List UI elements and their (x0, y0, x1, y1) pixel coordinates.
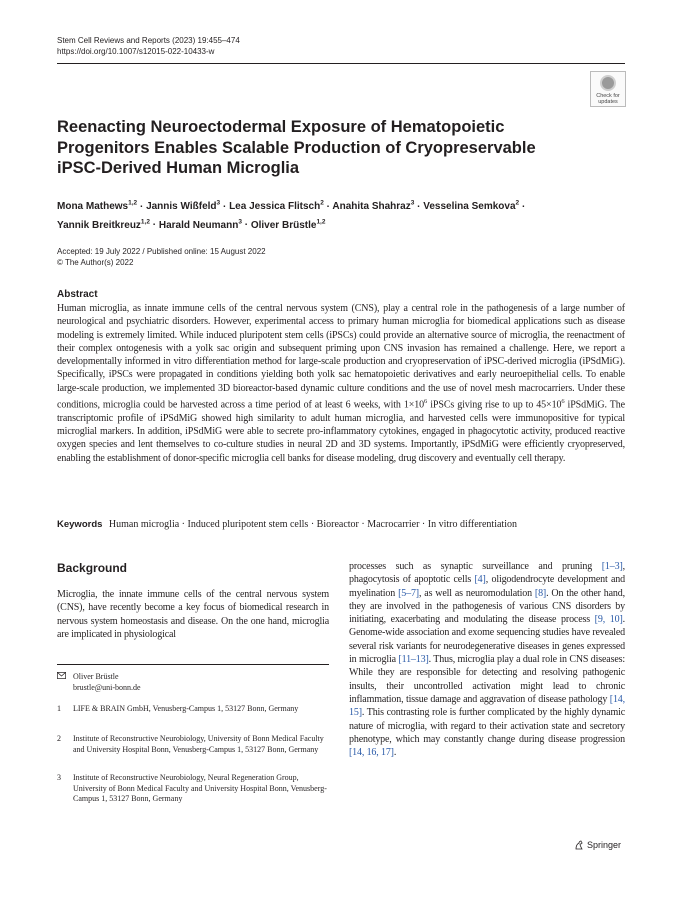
publisher-name: Springer (587, 840, 622, 850)
author[interactable]: Mona Mathews$^{1,2}$ (57, 200, 138, 213)
header-rule (57, 63, 625, 64)
citation-link[interactable]: [5–7] (398, 587, 419, 599)
article-title: Reenacting Neuroectodermal Exposure of Hematopoietic Progenitors Enables Scalable Production of Cryopreservable iPSC-Derived Human Microglia (57, 118, 536, 177)
affiliation-1: 1 LIFE & BRAIN GmbH, Venusberg-Campus 1, 53127 Bonn, Germany (57, 704, 299, 713)
author[interactable]: Lea Jessica Flitsch$^2$ (229, 200, 324, 213)
body-text-right: processes such as synaptic surveillance and pruning [1–3], phagocytosis of apoptotic cells [4], oligodendrocyte development and myelination [5–7], as well as neuromodulation [8]. On the other hand, they are involved in the pathogenesis of various CNS disorders by initiating, exacerbating and modulating the disease process [9, 10]. Genome-wide association and exome sequencing studies have revealed several risk variants for neurodegenerative diseases in genes expressed in microglia [11–13]. Thus, microglia play a dual role in CNS diseases: While they are responsible for detecting and resolving pathogenic insults, their uncontrolled activation might lead to chronic inflammation, tissue damage and aggravation of disease pathology [14, 15]. This contrasting role is further complicated by the highly dynamic nature of microglia, with regard to their activation state and secretory phenotype, which may constantly change during disease progression [14, 16, 17]. (349, 561, 625, 759)
check-for-updates-button[interactable]: Check for updates (590, 71, 626, 107)
citation-link[interactable]: [9, 10] (594, 614, 623, 626)
abstract-text: Human microglia, as innate immune cells of the central nervous system (CNS), play a central role in the pathogenesis of a large number of neurological and psychiatric disorders. However, experimental access to primary human microglia for biomedical applications such as disease modeling is extremely limited. While induced pluripotent stem cells (iPSCs) could provide an alternative source of microglia, the reenactment of their complex ontogenesis with a yolk sac origin and subsequent priming upon CNS invasion has remained a challenge. Here, we report a developmentally informed in vitro differentiation method for large-scale production and cryopreservation of iPSC-derived microglia (iPSdMiG). Specifically, iPSCs were propagated in conditions yielding both yolk sac hematopoietic derivatives and early neuroepithelial cells. To enable large-scale production, we implemented 3D bioreactor-based dynamic culture conditions and the use of novel mesh macrocarriers. Under these conditions, microglia could be harvested across a time period of at least 6 weeks, with $1\times 10^6$ iPSCs giving rise to up to $45\times 10^6$ iPSdMiG. The transcriptomic profile of iPSdMiG showed high similarity to adult human microglia, and harvested cells were immunopositive for typical microglial markers. In addition, iPSdMiG were able to secrete pro-inflammatory cytokines, engaged in phagocytotic activity, produced reactive oxygen species and lent themselves to co-culture studies in neural 2D and 3D systems. Importantly, iPSdMiG were efficiently cryopreserved, enabling the establishment of donor-specific microglia cell banks for disease modeling, drug discovery and eventually cell therapy. (57, 303, 625, 464)
author[interactable]: Jannis Wißfeld$^3$ (146, 200, 221, 213)
author[interactable]: Yannik Breitkreuz$^{1,2}$ (57, 218, 150, 231)
affiliation-2: 2 Institute of Reconstructive Neurobiology, University of Bonn Medical Faculty and University Hospital Bonn, Venusberg-Campus 1, 53127 Bonn, Germany (57, 734, 324, 754)
publisher-logo (574, 840, 621, 851)
body-text-left: Microglia, the innate immune cells of the central nervous system (CNS), have recently become a key focus of biomedical research in nervous system homeostasis and disease. On the one hand, microglia are implicated in physiological (57, 589, 329, 640)
affiliation-3: 3 Institute of Reconstructive Neurobiology, Neural Regeneration Group, University of Bonn Medical Faculty and University Hospital Bonn, Venusberg-Campus 1, 53127 Bonn, Germany (57, 773, 327, 803)
citation-link[interactable]: [11–13] (398, 654, 429, 666)
citation-link[interactable]: [1–3] (601, 561, 623, 572)
journal-citation: Stem Cell Reviews and Reports (2023) 19:455–474 (57, 36, 240, 45)
author[interactable]: Vesselina Semkova$^2$ (423, 200, 520, 213)
journal-header (57, 35, 240, 57)
doi-link[interactable]: https://doi.org/10.1007/s12015-022-10433-w (57, 47, 215, 56)
check-updates-icon (600, 75, 616, 91)
envelope-icon (57, 672, 66, 683)
author-list: Mona Mathews$^{1,2}$ · Jannis Wißfeld$^3$ · Lea Jessica Flitsch$^2$ · Anahita Shahraz$^3$ · Vesselina Semkova$^2$ · Yannik Breitkreuz$^{1,2}$ · Harald Neumann$^3$ · Oliver Brüstle$^{1,2}$ (57, 200, 526, 231)
section-heading-background: Background (57, 561, 128, 575)
publication-dates: Accepted: 19 July 2022 / Published online: 15 August 2022 © The Author(s) 2022 (57, 247, 266, 267)
abstract-heading: Abstract (57, 289, 98, 300)
springer-horse-icon (574, 840, 587, 850)
author[interactable]: Oliver Brüstle$^{1,2}$ (250, 218, 326, 231)
contact-name: Oliver Brüstle (73, 672, 119, 681)
author[interactable]: Anahita Shahraz$^3$ (332, 200, 415, 213)
citation-link[interactable]: [14, 15] (349, 693, 625, 719)
keywords-label: Keywords (57, 519, 103, 530)
author[interactable]: Harald Neumann$^3$ (158, 218, 242, 231)
corresponding-author (57, 672, 329, 694)
contact-email[interactable]: brustle@uni-bonn.de (73, 682, 141, 692)
citation-link[interactable]: [14, 16, 17] (349, 747, 394, 759)
citation-link[interactable]: [8] (534, 587, 547, 599)
keywords: Keywords Human microglia · Induced pluripotent stem cells · Bioreactor · Macrocarrier · In vitro differentiation (57, 519, 517, 530)
citation-link[interactable]: [4] (474, 574, 486, 586)
footnote-rule (57, 664, 329, 665)
